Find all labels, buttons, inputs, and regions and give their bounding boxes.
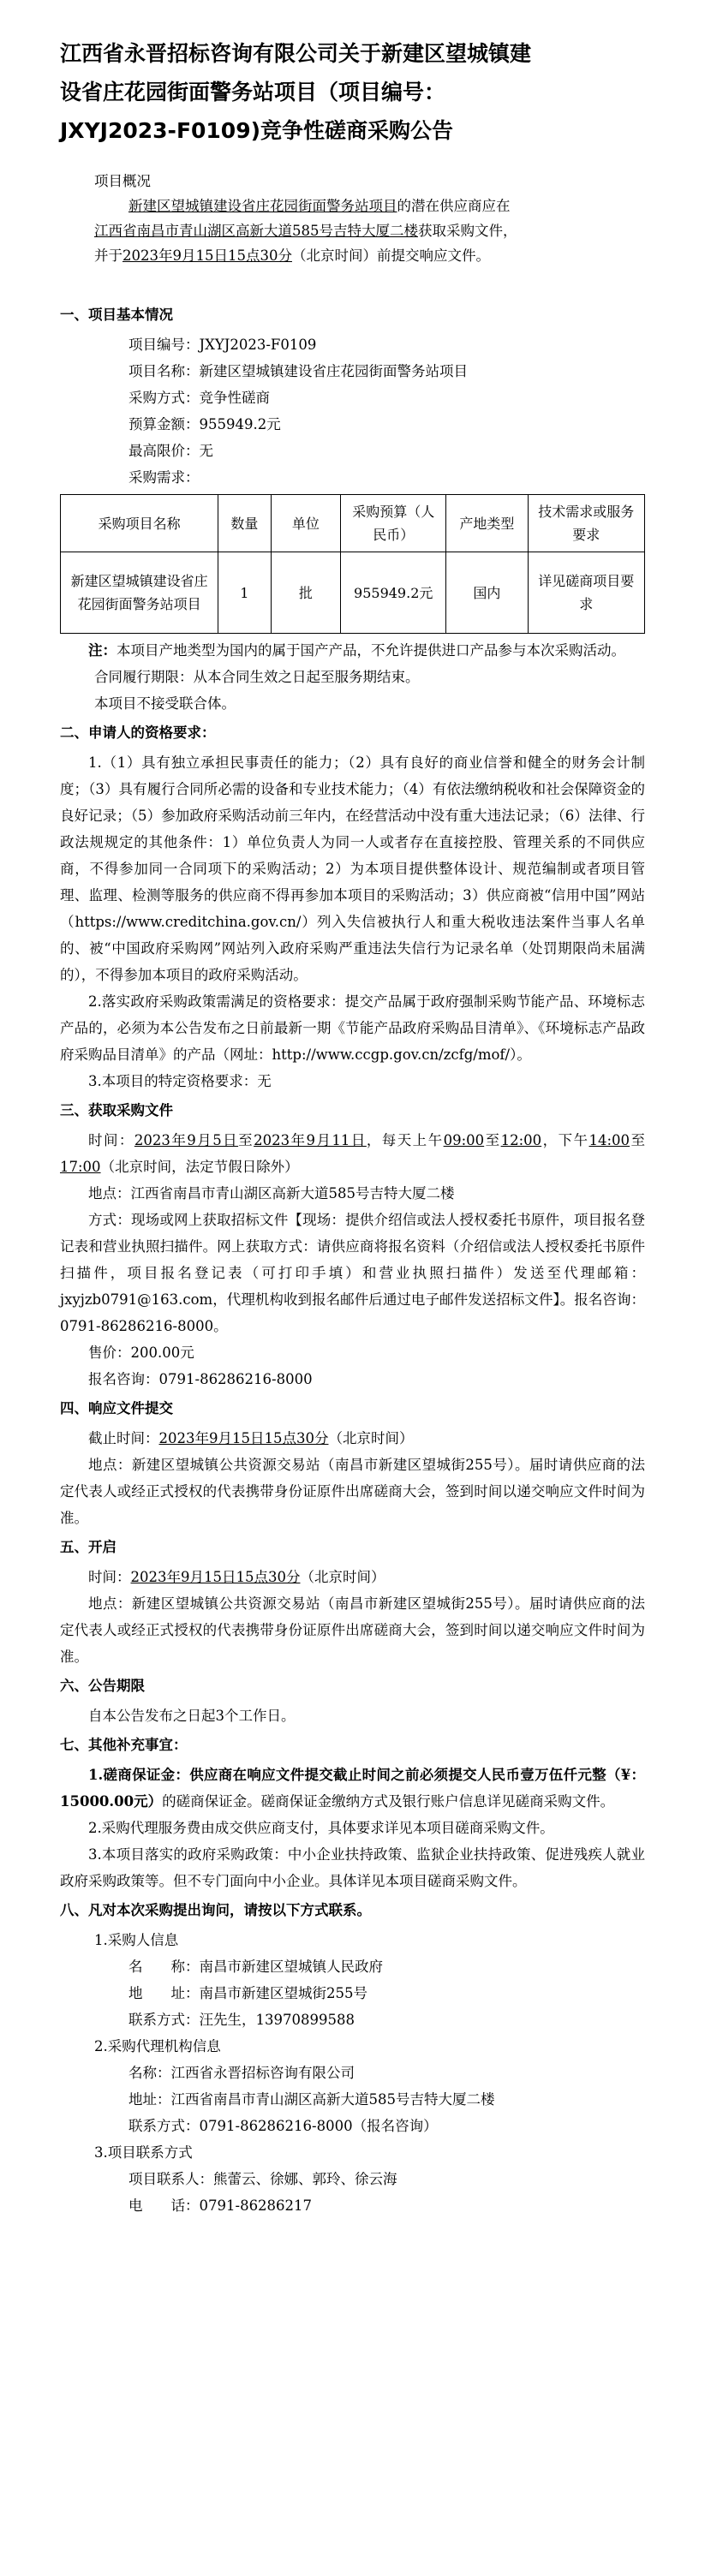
- purchaser-contact: 联系方式：汪先生，13970899588: [128, 2012, 355, 2028]
- overview-deadline: 2023年9月15日15点30分: [122, 247, 292, 264]
- budget-amount: 预算金额：955949.2元: [128, 416, 281, 432]
- section-5-heading: 五、开启: [60, 1539, 117, 1555]
- table-header-cell: 单位: [271, 495, 341, 552]
- text-part: ，下午: [541, 1132, 589, 1148]
- afternoon-start: 14:00: [588, 1132, 630, 1148]
- table-cell: 1: [218, 552, 271, 634]
- acquisition-place: 地点：江西省南昌市青山湖区高新大道585号吉特大厦二楼: [88, 1185, 455, 1202]
- qualification-item-1: 1.（1）具有独立承担民事责任的能力；（2）具有良好的商业信誉和健全的财务会计制度；（3）具有履行合同所必需的设备和专业技术能力；（4）有依法缴纳税收和社会保障资金的良好记录；（5）参加政府采购活动前三年内，在经营活动中没有重大违法记录；（6）法律、行政法规规定的其他条件：1）单位负责人为同一人或者存在直接控股、管理关系的不同供应商，不得参加同一合同项下的采购活动；2）为本项目提供整体设计、规范编制或者项目管理、监理、检测等服务的供应商不得再参加本项目的采购活动；3）供应商被“信用中国”网站（https://www.creditchina.gov.cn/）列入失信被执行人和重大税收违法案件当事人名单的、被“中国政府采购网”网站列入政府采购严重违法失信行为记录名单（处罚期限尚未届满的），不得参加本项目的政府采购活动。: [60, 754, 645, 983]
- project-overview: [60, 169, 645, 268]
- acquisition-time: [60, 1127, 645, 1180]
- overview-text-1: [94, 194, 645, 218]
- qualification-item-3: 3.本项目的特定资格要求：无: [88, 1073, 272, 1089]
- section-1-heading: 一、项目基本情况: [60, 307, 173, 323]
- table-header-cell: 产地类型: [446, 495, 528, 552]
- table-header-cell: 采购项目名称: [61, 495, 218, 552]
- opening-time-label: 时间：: [88, 1569, 131, 1585]
- note-text: 本项目产地类型为国内的属于国产产品，不允许提供进口产品参与本次采购活动。: [117, 642, 625, 659]
- qualification-item-2: 2.落实政府采购政策需满足的资格要求：提交产品属于政府强制采购节能产品、环境标志产品的，必须为本公告发布之日前最新一期《节能产品政府采购品目清单》、《环境标志产品政府采购品目清单》的产品（网址：http://www.ccgp.gov.cn/zcfg/mof/）。: [60, 993, 645, 1063]
- table-cell: 新建区望城镇建设省庄花园街面警务站项目: [61, 552, 218, 634]
- requirements-table: [60, 494, 645, 634]
- document-price: 售价：200.00元: [88, 1345, 194, 1361]
- table-cell: 955949.2元: [341, 552, 446, 634]
- section-2-heading: 二、申请人的资格要求：: [60, 724, 216, 741]
- announcement-title: [60, 34, 645, 150]
- announcement-period: 自本公告发布之日起3个工作日。: [88, 1708, 296, 1724]
- deposit-item: [60, 1762, 645, 1815]
- project-contact-people: 项目联系人：熊蕾云、徐娜、郭玲、徐云海: [128, 2171, 397, 2187]
- table-note: [60, 637, 645, 664]
- table-header-row: [61, 495, 645, 552]
- consortium-note: 本项目不接受联合体。: [94, 695, 236, 712]
- section-6-heading: 六、公告期限: [60, 1678, 145, 1694]
- deadline-value: 2023年9月15日15点30分: [158, 1430, 329, 1446]
- opening-place: 地点：新建区望城镇公共资源交易站（南昌市新建区望城街255号）。届时请供应商的法定代表人或经正式授权的代表携带身份证原件出席磋商大会，签到时间以递交响应文件时间为准。: [60, 1595, 645, 1665]
- section-3-heading: 三、获取采购文件: [60, 1102, 173, 1118]
- opening-time-value: 2023年9月15日15点30分: [130, 1569, 301, 1585]
- acquisition-method: 方式：现场或网上获取招标文件【现场：提供介绍信或法人授权委托书原件，项目报名登记表和营业执照扫描件。网上获取方式：请供应商将报名资料（介绍信或法人授权委托书原件扫描件，项目报名登记表（可打印手填）和营业执照扫描件）发送至代理邮箱：jxyjzb0791@163.com，代理机构收到报名邮件后通过电子邮件发送招标文件】。报名咨询：0791-86286216-8000。: [60, 1212, 645, 1334]
- section-7-heading: 七、其他补充事宜：: [60, 1737, 188, 1753]
- table-cell: 国内: [446, 552, 528, 634]
- agency-heading: 2.采购代理机构信息: [94, 2038, 221, 2054]
- morning-end: 12:00: [500, 1132, 542, 1148]
- text-part: （北京时间，法定节假日除外）: [100, 1159, 299, 1175]
- overview-text-part: 获取采购文件，: [418, 223, 517, 239]
- deposit-text: 的磋商保证金。磋商保证金缴纳方式及银行账户信息详见磋商采购文件。: [162, 1793, 615, 1810]
- submission-deadline: [60, 1425, 645, 1452]
- policy-item: 3.本项目落实的政府采购政策：中小企业扶持政策、监狱企业扶持政策、促进残疾人就业政府采购政策等。但不专门面向中小企业。具体详见本项目磋商采购文件。: [60, 1846, 645, 1889]
- title-line-3: JXYJ2023-F0109)竞争性磋商采购公告: [60, 118, 454, 143]
- project-contact-phone: 电 话：0791-86286217: [128, 2197, 313, 2214]
- project-contact-heading: 3.项目联系方式: [94, 2144, 193, 2161]
- start-date: 2023年9月5日: [134, 1132, 239, 1148]
- registration-consult: 报名咨询：0791-86286216-8000: [88, 1371, 313, 1387]
- purchaser-name: 名 称：南昌市新建区望城镇人民政府: [128, 1959, 383, 1975]
- deposit-amount: 1.磋商保证金：供应商在响应文件提交截止时间之前必须提交人民币壹万伍仟元整（¥：15000.00元）: [60, 1767, 645, 1810]
- morning-start: 09:00: [443, 1132, 485, 1148]
- agency-contact: 联系方式：0791-86286216-8000（报名咨询）: [128, 2118, 438, 2134]
- overview-heading: 项目概况: [94, 173, 151, 189]
- overview-text-part: 的潜在供应商应在: [397, 198, 511, 214]
- overview-text-2: [94, 218, 645, 243]
- text-part: ，每天上午: [366, 1132, 444, 1148]
- contract-period: 合同履行期限：从本合同生效之日起至服务期结束。: [94, 669, 420, 685]
- title-line-1: 江西省永晋招标咨询有限公司关于新建区望城镇建: [60, 41, 532, 66]
- opening-time: [60, 1564, 645, 1590]
- max-price: 最高限价：无: [128, 443, 213, 459]
- project-number: 项目编号：JXYJ2023-F0109: [128, 337, 317, 353]
- agency-address: 地址：江西省南昌市青山湖区高新大道585号吉特大厦二楼: [128, 2091, 495, 2108]
- title-line-2: 设省庄花园街面警务站项目（项目编号：: [60, 80, 446, 104]
- project-name: 项目名称：新建区望城镇建设省庄花园街面警务站项目: [128, 363, 468, 379]
- overview-text-3: [94, 243, 645, 268]
- section-4-heading: 四、响应文件提交: [60, 1400, 173, 1416]
- table-header-cell: 技术需求或服务要求: [528, 495, 644, 552]
- submission-place: 地点：新建区望城镇公共资源交易站（南昌市新建区望城街255号）。届时请供应商的法定代表人或经正式授权的代表携带身份证原件出席磋商大会，签到时间以递交响应文件时间为准。: [60, 1457, 645, 1526]
- overview-location: 江西省南昌市青山湖区高新大道585号吉特大厦二楼: [94, 223, 418, 239]
- text-part: 至: [238, 1132, 254, 1148]
- end-date: 2023年9月11日: [254, 1132, 367, 1148]
- overview-text-part: 并于: [94, 247, 122, 264]
- table-cell: 批: [271, 552, 341, 634]
- table-cell: 详见磋商项目要求: [528, 552, 644, 634]
- table-header-cell: 采购预算（人民币）: [341, 495, 446, 552]
- service-fee-item: 2.采购代理服务费由成交供应商支付，具体要求详见本项目磋商采购文件。: [88, 1820, 554, 1836]
- text-part: 至: [630, 1132, 646, 1148]
- agency-name: 名称：江西省永晋招标咨询有限公司: [128, 2065, 355, 2081]
- table-header-cell: 数量: [218, 495, 271, 552]
- procurement-requirements-label: 采购需求：: [128, 469, 200, 486]
- purchaser-address: 地 址：南昌市新建区望城街255号: [128, 1985, 367, 2001]
- afternoon-end: 17:00: [60, 1159, 101, 1175]
- opening-timezone: （北京时间）: [300, 1569, 385, 1585]
- deadline-timezone: （北京时间）: [328, 1430, 414, 1446]
- text-part: 至: [484, 1132, 501, 1148]
- procurement-method: 采购方式：竞争性磋商: [128, 390, 270, 406]
- deadline-label: 截止时间：: [88, 1430, 159, 1446]
- purchaser-heading: 1.采购人信息: [94, 1932, 179, 1948]
- section-8-heading: 八、凡对本次采购提出询问，请按以下方式联系。: [60, 1902, 371, 1918]
- table-row: [61, 552, 645, 634]
- overview-text-part: （北京时间）前提交响应文件。: [291, 247, 490, 264]
- note-label: 注：: [88, 642, 117, 659]
- overview-project-name: 新建区望城镇建设省庄花园街面警务站项目: [128, 198, 397, 214]
- time-label: 时间：: [88, 1132, 134, 1148]
